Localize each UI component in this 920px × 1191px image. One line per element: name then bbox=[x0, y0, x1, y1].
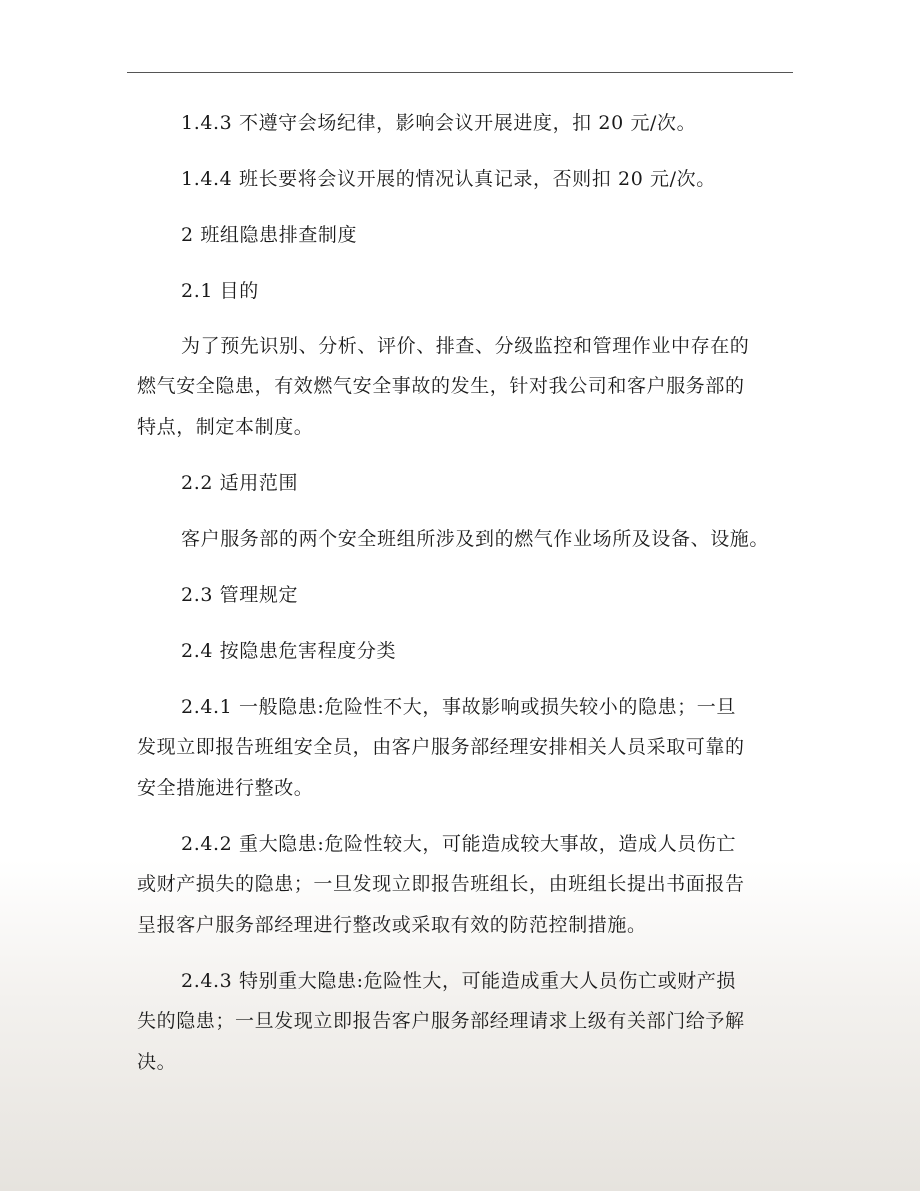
subsection-heading-2-1: 2.1 目的 bbox=[181, 280, 259, 302]
subsection-heading-2-3: 2.3 管理规定 bbox=[181, 584, 299, 606]
paragraph-1-4-4: 1.4.4 班长要将会议开展的情况认真记录，否则扣 20 元/次。 bbox=[181, 168, 716, 190]
paragraph-line: 2.4.2 重大隐患:危险性较大，可能造成较大事故，造成人员伤亡 bbox=[181, 833, 736, 855]
paragraph-line: 2.4.1 一般隐患:危险性不大，事故影响或损失较小的隐患；一旦 bbox=[181, 696, 736, 718]
paragraph-line: 为了预先识别、分析、评价、排查、分级监控和管理作业中存在的 bbox=[181, 335, 750, 357]
section-heading-2: 2 班组隐患排查制度 bbox=[181, 224, 358, 246]
paragraph-line: 2.4.3 特别重大隐患:危险性大，可能造成重大人员伤亡或财产损 bbox=[181, 970, 736, 992]
paragraph-line: 发现立即报告班组安全员，由客户服务部经理安排相关人员采取可靠的 bbox=[137, 736, 745, 758]
header-rule bbox=[127, 72, 793, 73]
paragraph-line: 失的隐患；一旦发现立即报告客户服务部经理请求上级有关部门给予解 bbox=[137, 1010, 745, 1032]
paragraph-line: 呈报客户服务部经理进行整改或采取有效的防范控制措施。 bbox=[137, 914, 647, 936]
paragraph-1-4-3: 1.4.3 不遵守会场纪律，影响会议开展进度，扣 20 元/次。 bbox=[181, 112, 697, 134]
subsection-heading-2-4: 2.4 按隐患危害程度分类 bbox=[181, 640, 397, 662]
paragraph-line: 决。 bbox=[137, 1051, 177, 1073]
paragraph-line: 或财产损失的隐患；一旦发现立即报告班组长，由班组长提出书面报告 bbox=[137, 873, 745, 895]
paragraph-line: 安全措施进行整改。 bbox=[137, 777, 314, 799]
subsection-heading-2-2: 2.2 适用范围 bbox=[181, 472, 299, 494]
paragraph-scope: 客户服务部的两个安全班组所涉及到的燃气作业场所及设备、设施。 bbox=[181, 528, 770, 550]
paragraph-line: 燃气安全隐患，有效燃气安全事故的发生，针对我公司和客户服务部的 bbox=[137, 375, 745, 397]
paragraph-line: 特点，制定本制度。 bbox=[137, 416, 314, 438]
